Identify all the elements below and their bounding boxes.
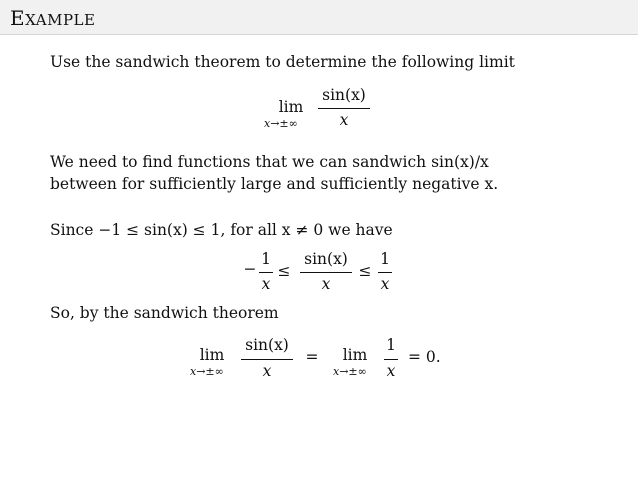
conclusion-text: So, by the sandwich theorem [50, 304, 279, 322]
slide-header [0, 0, 638, 35]
limit-operator: lim [278, 98, 304, 116]
fraction-right-bar [384, 359, 398, 360]
fraction-c-numerator: 1 [380, 250, 390, 268]
limit-operator-left: lim [199, 346, 225, 364]
fraction-left-numerator: sin(x) [245, 336, 289, 354]
fraction-left-denominator: x [262, 362, 272, 380]
fraction-b-numerator: sin(x) [304, 250, 348, 268]
intro-text: Use the sandwich theorem to determine the following limit [50, 53, 515, 71]
fraction-c-bar [378, 272, 392, 273]
fraction-left-bar [241, 359, 293, 360]
since-statement: Since −1 ≤ sin(x) ≤ 1, for all x ≠ 0 we have [50, 221, 393, 239]
minus-sign: − [243, 260, 257, 278]
fraction-right-numerator: 1 [386, 336, 396, 354]
fraction-denominator: x [339, 111, 349, 129]
paragraph-line-1: We need to find functions that we can sandwich sin(x)/x [50, 153, 489, 171]
fraction-a-denominator: x [261, 275, 271, 293]
fraction-numerator: sin(x) [322, 86, 366, 104]
fraction-a-bar [259, 272, 273, 273]
fraction-b-bar [300, 272, 352, 273]
limit-subscript: x→±∞ [264, 117, 298, 130]
limit-subscript-left: x→±∞ [190, 365, 224, 378]
leq-sign-b: ≤ [358, 262, 372, 280]
limit-subscript-right: x→±∞ [333, 365, 367, 378]
limit-operator-right: lim [342, 346, 368, 364]
fraction-right-denominator: x [386, 362, 396, 380]
slide-title: EXAMPLE [10, 6, 96, 30]
paragraph-line-2: between for sufficiently large and sufficiently negative x. [50, 175, 499, 193]
fraction-a-numerator: 1 [261, 250, 271, 268]
fraction-bar [318, 108, 370, 109]
leq-sign-a: ≤ [277, 262, 291, 280]
result-value: = 0. [408, 348, 441, 366]
fraction-b-denominator: x [321, 275, 331, 293]
equals-sign: = [305, 348, 319, 366]
fraction-c-denominator: x [380, 275, 390, 293]
